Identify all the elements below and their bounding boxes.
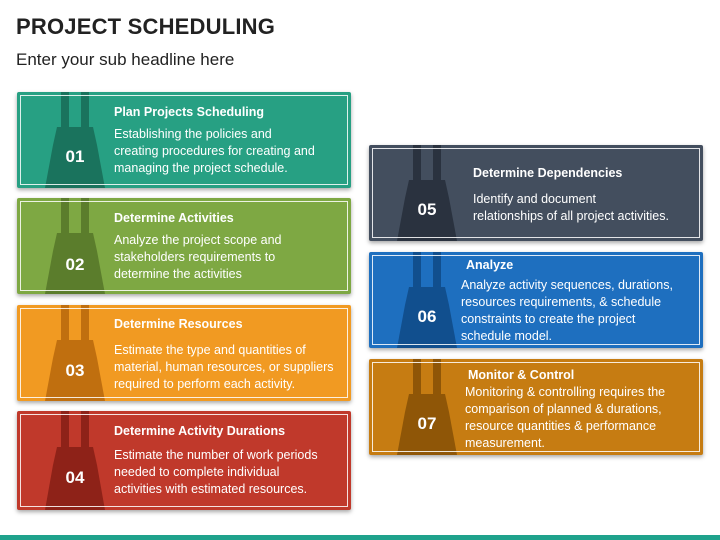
step-number: 06 — [417, 307, 437, 326]
tower-icon — [387, 359, 467, 455]
step-description: Establishing the policies and creating procedures for creating and managing the project schedule. — [114, 127, 315, 175]
step-title: Monitor & Control — [468, 368, 575, 382]
step-description: Identify and document relationships of all project activities. — [473, 192, 669, 223]
tower-icon — [35, 305, 115, 401]
tower-icon — [35, 411, 115, 510]
step-card-01 — [17, 92, 351, 188]
step-title: Analyze — [466, 258, 514, 272]
step-card-02 — [17, 198, 351, 294]
step-description: Analyze the project scope and stakeholders requirements to determine the activities — [114, 233, 282, 281]
tower-icon — [35, 198, 115, 294]
tower-icon — [387, 145, 467, 241]
step-card-05 — [369, 145, 703, 241]
step-number: 05 — [417, 200, 437, 219]
step-description: Estimate the number of work periods needed to complete individual activities with estimated resources. — [114, 448, 318, 496]
step-card-06 — [369, 252, 703, 348]
step-number: 01 — [65, 147, 85, 166]
step-number: 07 — [417, 414, 437, 433]
step-title: Determine Dependencies — [473, 166, 623, 180]
step-number: 03 — [65, 361, 85, 380]
step-description: Estimate the type and quantities of material, human resources, or suppliers required to perform each activity. — [114, 343, 334, 391]
step-title: Determine Activities — [114, 211, 234, 225]
tower-icon — [35, 92, 115, 188]
bottom-accent-bar — [0, 535, 720, 540]
step-description: Analyze activity sequences, durations, resources requirements, & schedule constraints to create the project schedule model. — [461, 278, 673, 343]
step-title: Determine Resources — [114, 317, 243, 331]
step-description: Monitoring & controlling requires the comparison of planned & durations, resource quantities & performance measurement. — [465, 385, 666, 450]
step-card-04 — [17, 411, 351, 510]
step-card-03 — [17, 305, 351, 401]
step-number: 02 — [65, 255, 85, 274]
step-card-07 — [369, 359, 703, 455]
tower-icon — [387, 252, 467, 348]
page-title: PROJECT SCHEDULING — [16, 14, 276, 39]
page-subtitle: Enter your sub headline here — [16, 50, 235, 69]
step-title: Determine Activity Durations — [114, 424, 286, 438]
step-title: Plan Projects Scheduling — [114, 105, 265, 119]
step-number: 04 — [65, 468, 85, 487]
